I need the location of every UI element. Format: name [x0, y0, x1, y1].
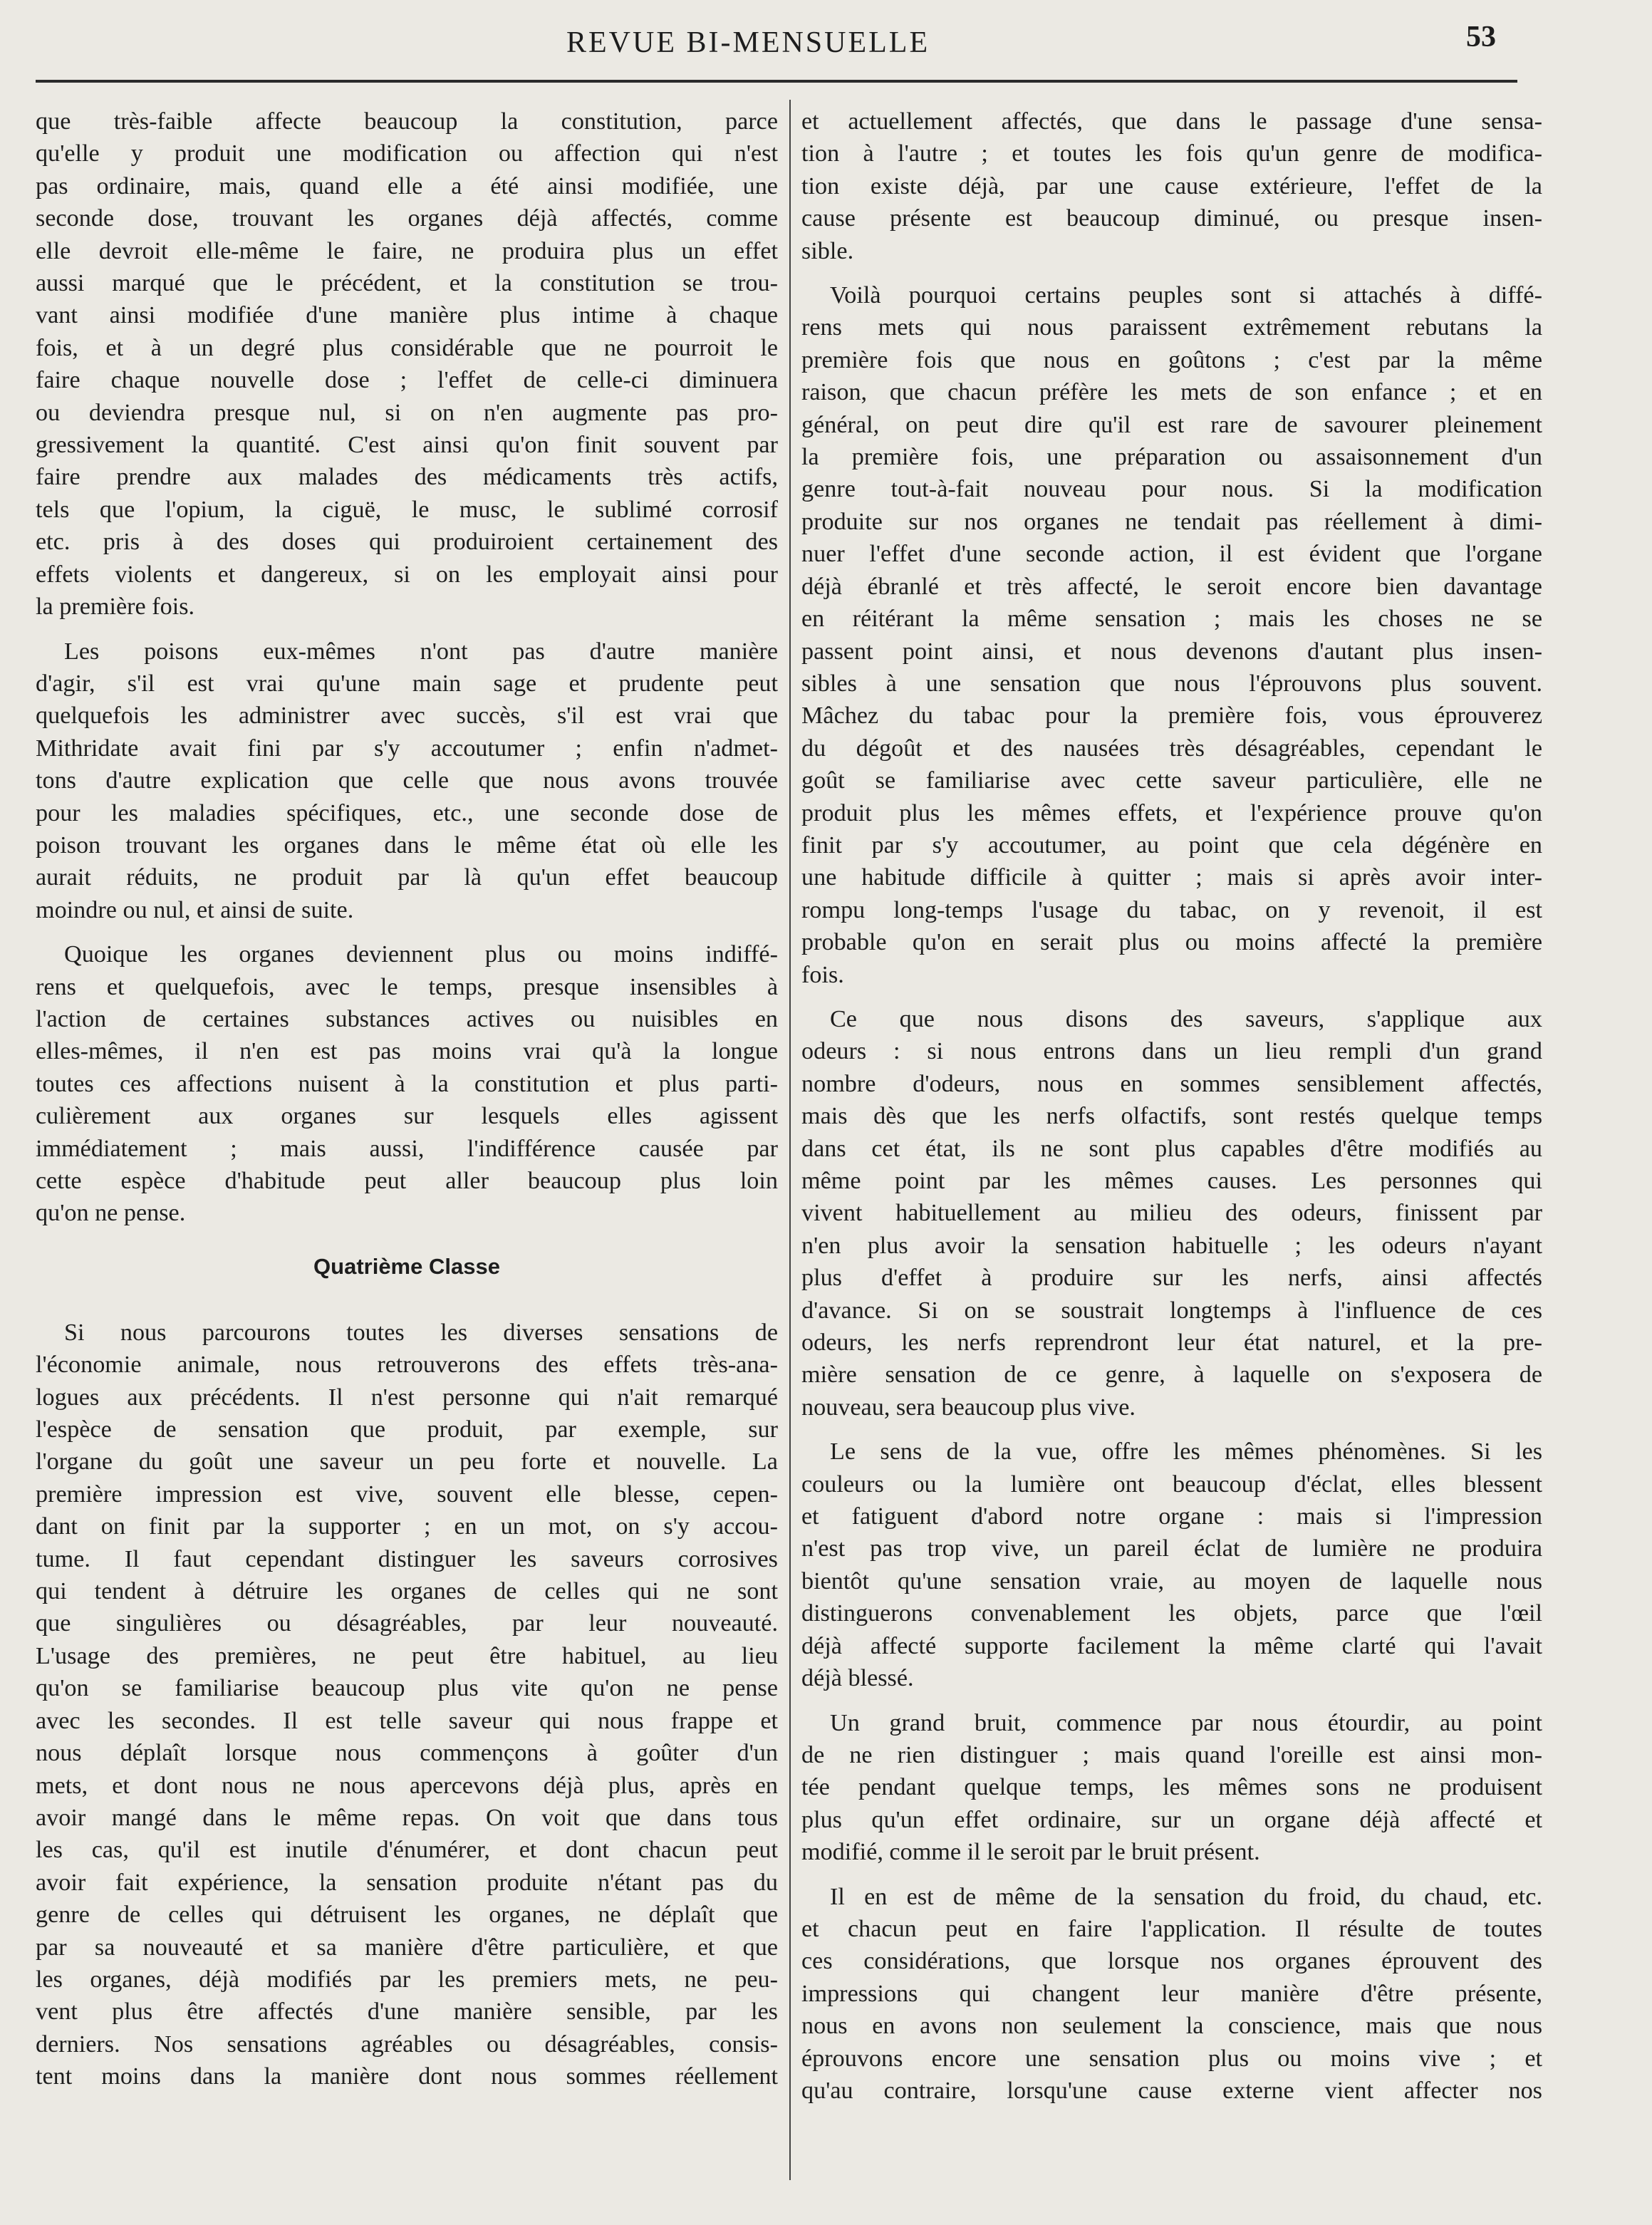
text-line: du dégoût et des nausées très désagréables, cependant le	[801, 735, 1542, 762]
text-line: immédiatement ; mais aussi, l'indifférence causée par	[36, 1135, 778, 1162]
text-line: vant ainsi modifiée d'une manière plus intime à chaque	[36, 302, 778, 329]
paragraph	[801, 1436, 1542, 1694]
text-line: couleurs ou la lumière ont beaucoup d'éclat, elles blessent	[801, 1471, 1542, 1498]
text-line: nombre d'odeurs, nous en sommes sensiblement affectés,	[801, 1070, 1542, 1097]
text-line: nous en avons non seulement la conscience, mais que nous	[801, 2013, 1542, 2040]
text-line: éprouvons encore une sensation plus ou moins vive ; et	[801, 2045, 1542, 2072]
text-line: sible.	[801, 237, 854, 264]
text-line: L'usage des premières, ne peut être habituel, au lieu	[36, 1642, 778, 1669]
text-line: tume. Il faut cependant distinguer les saveurs corrosives	[36, 1545, 778, 1572]
text-line: toutes ces affections nuisent à la constitution et plus parti-	[36, 1070, 778, 1097]
text-line: l'espèce de sensation que produit, par exemple, sur	[36, 1416, 778, 1443]
text-line: avoir fait expérience, la sensation produite n'étant pas du	[36, 1869, 778, 1896]
text-line: n'est pas trop vive, un pareil éclat de lumière ne produira	[801, 1535, 1542, 1562]
text-line: une habitude difficile à quitter ; mais si après avoir inter-	[801, 864, 1542, 891]
text-line: tels que l'opium, la ciguë, le musc, le sublimé corrosif	[36, 496, 778, 523]
text-line: ou deviendra presque nul, si on n'en augmente pas pro-	[36, 399, 778, 426]
text-line: nous déplaît lorsque nous commençons à goûter d'un	[36, 1740, 778, 1767]
text-line: la première fois, une préparation ou assaisonnement d'un	[801, 444, 1542, 471]
text-line: modifié, comme il le seroit par le bruit présent.	[801, 1839, 1260, 1866]
text-line: déjà affecté supporte facilement la même clarté qui l'avait	[801, 1632, 1542, 1659]
text-line: tée pendant quelque temps, les mêmes sons ne produisent	[801, 1774, 1542, 1801]
page-number: 53	[1466, 21, 1496, 53]
paragraph	[801, 1881, 1542, 2107]
text-line: l'organe du goût une saveur un peu forte et nouvelle. La	[36, 1448, 778, 1475]
text-line: quelquefois les administrer avec succès, s'il est vrai que	[36, 702, 778, 730]
text-line: que très-faible affecte beaucoup la constitution, parce	[36, 108, 778, 135]
text-line: sibles à une sensation que nous l'éprouvons plus souvent.	[801, 670, 1542, 697]
text-line: qu'on se familiarise beaucoup plus vite qu'on ne pense	[36, 1675, 778, 1702]
text-line: l'action de certaines substances actives ou nuisibles en	[36, 1005, 778, 1032]
text-line: tion à l'autre ; et toutes les fois qu'un genre de modifica-	[801, 140, 1542, 167]
text-line: etc. pris à des doses qui produiroient certainement des	[36, 529, 778, 556]
text-line: Voilà pourquoi certains peuples sont si attachés à diffé-	[830, 282, 1542, 309]
text-line: raison, que chacun préfère les mets de son enfance ; et en	[801, 379, 1542, 406]
text-line: qui tendent à détruire les organes de celles qui ne sont	[36, 1578, 778, 1605]
text-line: poison trouvant les organes dans le même état où elle les	[36, 831, 778, 859]
text-line: plus qu'un effet ordinaire, sur un organe déjà affecté et	[801, 1806, 1542, 1833]
text-line: aurait réduits, ne produit par là qu'un effet beaucoup	[36, 864, 778, 891]
text-line: dans cet état, ils ne sont plus capables d'être modifiés au	[801, 1135, 1542, 1162]
text-line: plus d'effet à produire sur les nerfs, ainsi affectés	[801, 1265, 1542, 1292]
text-line: première impression est vive, souvent elle blesse, cepen-	[36, 1480, 778, 1508]
text-line: n'en plus avoir la sensation habituelle ; les odeurs n'ayant	[801, 1232, 1542, 1259]
paragraph	[36, 105, 778, 623]
paragraph	[36, 938, 778, 1230]
text-line: mais dès que les nerfs olfactifs, sont restés quelque temps	[801, 1103, 1542, 1130]
text-line: avec les secondes. Il est telle saveur qui nous frappe et	[36, 1707, 778, 1734]
text-line: finit par s'y accoutumer, au point que cela dégénère en	[801, 831, 1542, 859]
text-line: gressivement la quantité. C'est ainsi qu'on finit souvent par	[36, 432, 778, 459]
text-line: rens mets qui nous paraissent extrêmement rebutans la	[801, 314, 1542, 341]
text-line: les organes, déjà modifiés par les premiers mets, ne peu-	[36, 1966, 778, 1993]
text-line: rens et quelquefois, avec le temps, presque insensibles à	[36, 973, 778, 1000]
text-line: passent point ainsi, et nous devenons d'autant plus insen-	[801, 638, 1542, 665]
text-line: Mâchez du tabac pour la première fois, vous éprouverez	[801, 702, 1542, 730]
text-line: probable qu'on en serait plus ou moins affecté la première	[801, 929, 1542, 956]
text-line: pas ordinaire, mais, quand elle a été ainsi modifiée, une	[36, 172, 778, 199]
header-rule	[36, 80, 1517, 83]
text-line: odeurs : si nous entrons dans un lieu rempli d'un grand	[801, 1038, 1542, 1065]
text-line: en réitérant la même sensation ; mais les choses ne se	[801, 606, 1542, 633]
text-line: logues aux précédents. Il n'est personne qui n'ait remarqué	[36, 1384, 778, 1411]
text-line: faire prendre aux malades des médicaments très actifs,	[36, 464, 778, 491]
text-line: que singulières ou désagréables, par leur nouveauté.	[36, 1610, 778, 1637]
text-line: vivent habituellement au milieu des odeurs, finissent par	[801, 1200, 1542, 1227]
text-line: mets, et dont nous ne nous apercevons déjà plus, après en	[36, 1772, 778, 1799]
text-line: première fois que nous en goûtons ; c'est par la même	[801, 346, 1542, 373]
text-line: fois.	[801, 961, 844, 988]
text-line: nuer l'effet d'une seconde action, il est évident que l'organe	[801, 541, 1542, 568]
text-line: fois, et à un degré plus considérable que ne pourroit le	[36, 334, 778, 361]
text-line: avoir mangé dans le même repas. On voit que dans tous	[36, 1804, 778, 1831]
text-line: même point par les mêmes causes. Les personnes qui	[801, 1168, 1542, 1194]
text-line: genre tout-à-fait nouveau pour nous. Si la modification	[801, 476, 1542, 503]
paragraph	[801, 105, 1542, 267]
text-line: d'agir, s'il est vrai qu'une main sage et prudente peut	[36, 670, 778, 697]
text-line: elle devroit elle-même le faire, ne produira plus un effet	[36, 237, 778, 264]
text-line: tent moins dans la manière dont nous sommes réellement	[36, 2063, 778, 2090]
text-line: nouveau, sera beaucoup plus vive.	[801, 1394, 1136, 1421]
text-line: seconde dose, trouvant les organes déjà affectés, comme	[36, 205, 778, 232]
text-line: produite sur nos organes ne tendait pas réellement à dimi-	[801, 508, 1542, 535]
text-line: dant on finit par la supporter ; en un mot, on s'y accou-	[36, 1513, 778, 1540]
text-line: pour les maladies spécifiques, etc., une seconde dose de	[36, 799, 778, 826]
text-line: Les poisons eux-mêmes n'ont pas d'autre manière	[64, 638, 778, 665]
text-line: faire chaque nouvelle dose ; l'effet de celle-ci diminuera	[36, 367, 778, 394]
text-line: Le sens de la vue, offre les mêmes phénomènes. Si les	[830, 1438, 1542, 1466]
text-line: et fatiguent d'abord notre organe : mais si l'impression	[801, 1503, 1542, 1530]
paragraph	[36, 636, 778, 927]
paragraph	[801, 279, 1542, 991]
text-line: bientôt qu'une sensation vraie, au moyen de laquelle nous	[801, 1567, 1542, 1594]
text-line: qu'on ne pense.	[36, 1200, 186, 1227]
paragraph	[801, 1707, 1542, 1869]
text-line: Un grand bruit, commence par nous étourdir, au point	[830, 1709, 1542, 1736]
text-line: d'avance. Si on se soustrait longtemps à l'influence de ces	[801, 1297, 1542, 1324]
text-line: les cas, qu'il est inutile d'énumérer, et dont chacun peut	[36, 1837, 778, 1864]
text-line: aussi marqué que le précédent, et la constitution se trou-	[36, 270, 778, 297]
text-line: Si nous parcourons toutes les diverses sensations de	[64, 1319, 778, 1346]
text-line: et chacun peut en faire l'application. Il résulte de toutes	[801, 1915, 1542, 1942]
text-line: tons d'autre explication que celle que nous avons trouvée	[36, 767, 778, 794]
text-line: l'économie animale, nous retrouverons des effets très-ana-	[36, 1352, 778, 1379]
text-line: qu'elle y produit une modification ou affection qui n'est	[36, 140, 778, 167]
text-line: par sa nouveauté et sa manière d'être particulière, et que	[36, 1934, 778, 1961]
text-line: culièrement aux organes sur lesquels elles agissent	[36, 1103, 778, 1130]
text-line: cause présente est beaucoup diminué, ou presque insen-	[801, 205, 1542, 232]
text-line: déjà blessé.	[801, 1665, 914, 1692]
text-line: vent plus être affectés d'une manière sensible, par les	[36, 1998, 778, 2026]
paragraph	[36, 1317, 778, 2093]
text-line: produit plus les mêmes effets, et l'expérience prouve qu'on	[801, 799, 1542, 826]
text-line: cette espèce d'habitude peut aller beaucoup plus loin	[36, 1168, 778, 1194]
text-line: et actuellement affectés, que dans le passage d'une sensa-	[801, 108, 1542, 135]
left-column	[36, 105, 778, 2093]
column-divider	[789, 100, 791, 2180]
text-line: Ce que nous disons des saveurs, s'applique aux	[830, 1005, 1542, 1032]
text-line: de ne rien distinguer ; mais quand l'oreille est ainsi mon-	[801, 1741, 1542, 1768]
text-line: Mithridate avait fini par s'y accoutumer ; enfin n'admet-	[36, 735, 778, 762]
text-line: genre de celles qui détruisent les organes, ne déplaît que	[36, 1902, 778, 1929]
running-title: REVUE BI-MENSUELLE	[566, 26, 930, 59]
text-line: distinguerons convenablement les objets, parce que l'œil	[801, 1600, 1542, 1627]
text-line: goût se familiarise avec cette saveur particulière, elle ne	[801, 767, 1542, 794]
text-line: qu'au contraire, lorsqu'une cause externe vient affecter nos	[801, 2077, 1542, 2104]
text-line: rompu long-temps l'usage du tabac, on y revenoit, il est	[801, 896, 1542, 923]
text-line: derniers. Nos sensations agréables ou désagréables, consis-	[36, 2030, 778, 2058]
text-line: impressions qui changent leur manière d'être présente,	[801, 1980, 1542, 2007]
text-line: Quoique les organes deviennent plus ou moins indiffé-	[64, 941, 778, 968]
text-line: effets violents et dangereux, si on les employait ainsi pour	[36, 561, 778, 588]
text-line: moindre ou nul, et ainsi de suite.	[36, 896, 354, 923]
text-line: ces considérations, que lorsque nos organes éprouvent des	[801, 1948, 1542, 1975]
paragraph	[801, 1003, 1542, 1423]
text-line: Il en est de même de la sensation du froid, du chaud, etc.	[830, 1883, 1542, 1910]
text-line: odeurs, les nerfs reprendront leur état naturel, et la pre-	[801, 1329, 1542, 1357]
running-head	[0, 20, 1652, 63]
text-line: la première fois.	[36, 593, 195, 621]
text-line: tion existe déjà, par une cause extérieure, l'effet de la	[801, 172, 1542, 199]
text-line: général, on peut dire qu'il est rare de savourer pleinement	[801, 411, 1542, 438]
text-line: mière sensation de ce genre, à laquelle on s'exposera de	[801, 1362, 1542, 1389]
text-line: elles-mêmes, il n'en est pas moins vrai qu'à la longue	[36, 1038, 778, 1065]
right-column	[801, 105, 1542, 2107]
text-line: déjà ébranlé et très affecté, le seroit encore bien davantage	[801, 573, 1542, 600]
section-heading: Quatrième Classe	[313, 1253, 500, 1279]
